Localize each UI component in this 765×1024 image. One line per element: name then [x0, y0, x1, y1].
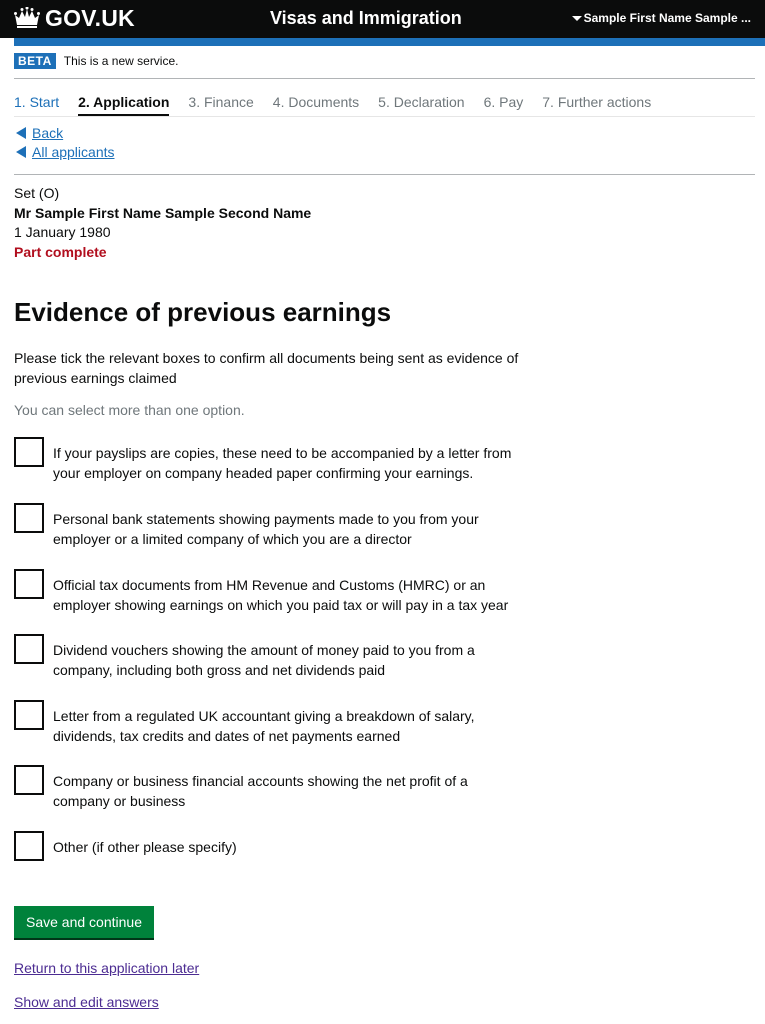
progress-steps — [14, 92, 651, 112]
back-link-label: Back — [32, 125, 64, 141]
page-title: Evidence of previous earnings — [14, 297, 392, 327]
checkbox-option[interactable] — [14, 831, 523, 861]
page-intro: Please tick the relevant boxes to confirm all documents being sent as evidence of previous earnings claimed — [14, 350, 519, 386]
checkbox-label[interactable]: If your payslips are copies, these need to be accompanied by a letter from your employer on company headed paper confirming your earnings. — [53, 445, 512, 481]
status-badge: Part complete — [14, 243, 107, 260]
checkbox-option[interactable] — [14, 765, 523, 811]
checkbox-option[interactable] — [14, 437, 523, 483]
checkbox[interactable] — [14, 765, 44, 795]
checkbox-option[interactable] — [14, 634, 523, 680]
user-menu[interactable] — [572, 10, 751, 26]
all-applicants-label: All applicants — [32, 144, 115, 160]
header-accent-bar — [14, 38, 765, 46]
applicant-set: Set (O) — [14, 185, 60, 201]
checkbox[interactable] — [14, 503, 44, 533]
phase-banner — [14, 53, 178, 69]
applicant-summary — [14, 184, 311, 262]
divider — [14, 174, 755, 175]
checkbox-label[interactable]: Letter from a regulated UK accountant giving a breakdown of salary, dividends, tax credits and dates of net payments earned — [53, 708, 475, 744]
service-name[interactable]: Visas and Immigration — [270, 8, 462, 28]
divider — [14, 116, 755, 117]
checkbox-option[interactable] — [14, 700, 523, 746]
checkbox[interactable] — [14, 569, 44, 599]
site-header — [0, 0, 765, 38]
save-and-continue-button[interactable]: Save and continue — [14, 906, 154, 938]
caret-down-icon — [572, 16, 582, 21]
checkbox[interactable] — [14, 634, 44, 664]
step-documents: 4. Documents — [272, 94, 360, 110]
step-pay: 6. Pay — [483, 94, 524, 110]
govuk-logo[interactable] — [14, 5, 135, 31]
applicant-dob: 1 January 1980 — [14, 224, 111, 240]
back-link[interactable] — [16, 124, 63, 142]
step-declaration: 5. Declaration — [378, 94, 465, 110]
checkbox-label[interactable]: Personal bank statements showing payments made to you from your employer or a limited company of which you are a director — [53, 511, 479, 547]
beta-tag: BETA — [14, 53, 56, 69]
back-arrow-icon — [16, 146, 26, 158]
step-application[interactable]: 2. Application — [78, 94, 170, 110]
return-later-link[interactable]: Return to this application later — [14, 960, 200, 976]
logo-text: GOV.UK — [45, 5, 135, 31]
crown-icon — [14, 7, 40, 29]
checkbox[interactable] — [14, 831, 44, 861]
step-start[interactable]: 1. Start — [14, 94, 60, 110]
applicant-name: Mr Sample First Name Sample Second Name — [14, 204, 312, 221]
all-applicants-link[interactable] — [16, 143, 115, 161]
checkbox-label[interactable]: Other (if other please specify) — [53, 839, 237, 855]
checkbox[interactable] — [14, 700, 44, 730]
checkbox-label[interactable]: Dividend vouchers showing the amount of money paid to you from a company, including both gross and net dividends paid — [53, 642, 475, 678]
step-finance: 3. Finance — [188, 94, 254, 110]
hint-text: You can select more than one option. — [14, 402, 245, 418]
checkbox-label[interactable]: Official tax documents from HM Revenue and Customs (HMRC) or an employer showing earnings on which you paid tax or will pay in a tax year — [53, 577, 509, 613]
show-edit-answers-link[interactable]: Show and edit answers — [14, 994, 159, 1010]
checkbox-label[interactable]: Company or business financial accounts showing the net profit of a company or business — [53, 773, 468, 809]
checkbox-option[interactable] — [14, 503, 523, 549]
step-further-actions: 7. Further actions — [542, 94, 652, 110]
checkbox-option[interactable] — [14, 569, 523, 615]
divider — [14, 78, 755, 79]
user-menu-label: Sample First Name Sample ... — [583, 11, 751, 25]
back-arrow-icon — [16, 127, 26, 139]
checkbox[interactable] — [14, 437, 44, 467]
beta-text: This is a new service. — [63, 54, 179, 68]
